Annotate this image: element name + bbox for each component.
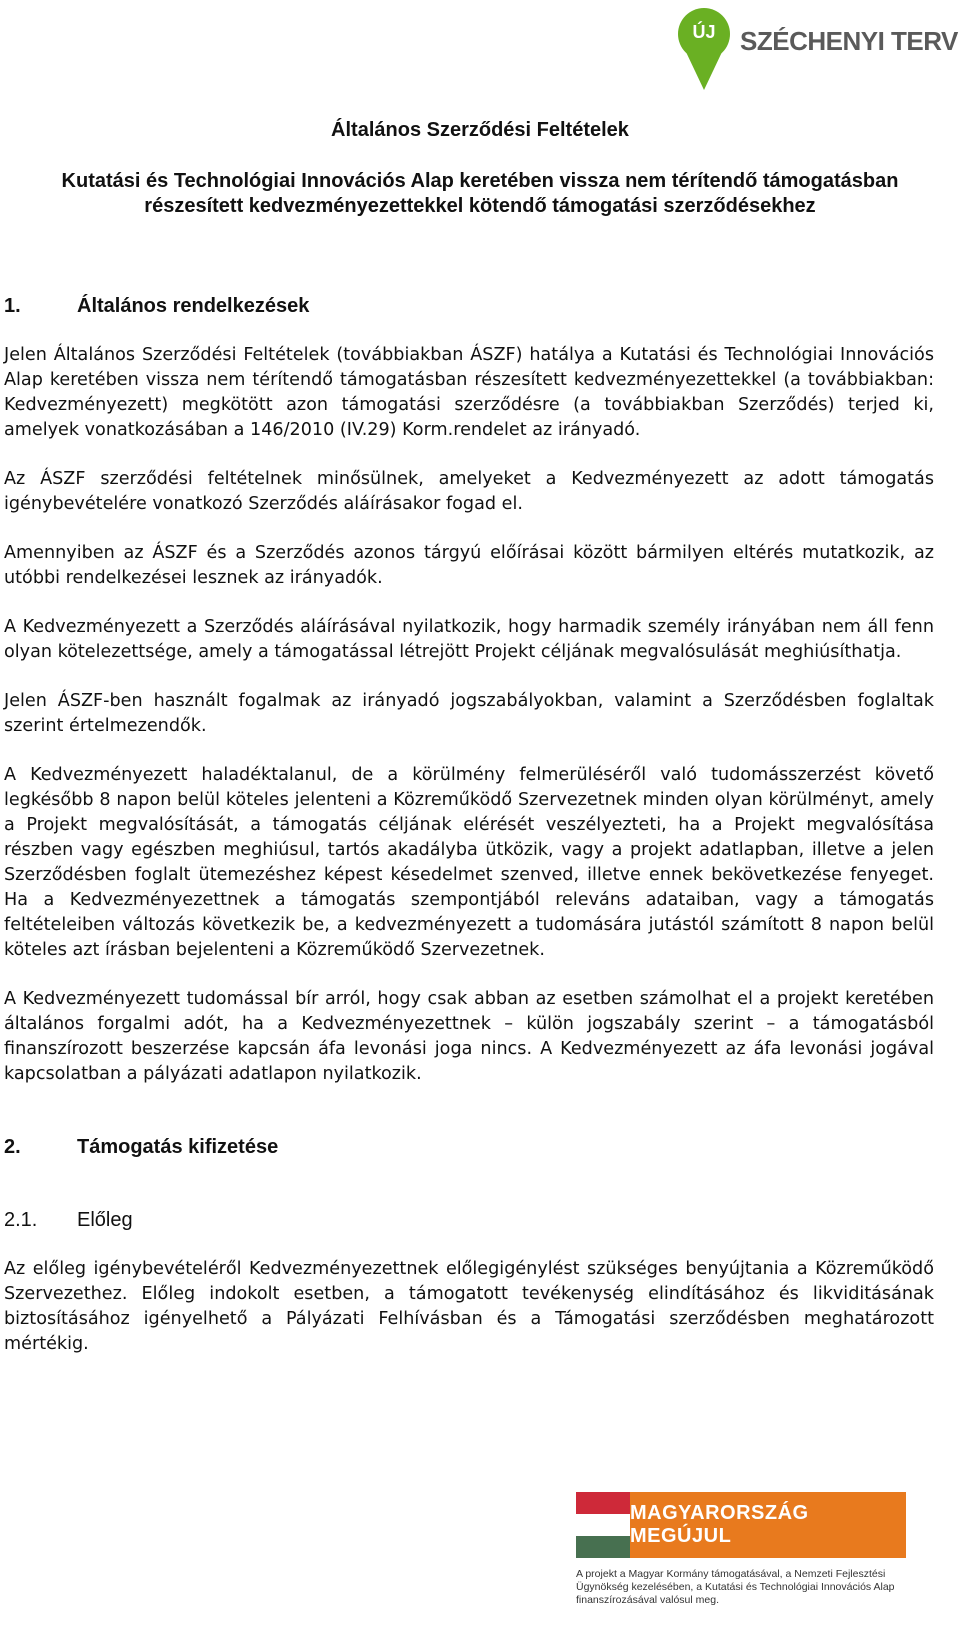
- title-line-1: Általános Szerződési Feltételek: [331, 119, 629, 141]
- section-title: Általános rendelkezések: [77, 295, 310, 317]
- section-title: Előleg: [77, 1209, 133, 1231]
- section-number: 1.: [4, 295, 21, 317]
- uj-szechenyi-terv-logo: [676, 6, 956, 92]
- section-1-heading: [4, 294, 934, 319]
- title-line-2: Kutatási és Technológiai Innovációs Alap keretében vissza nem térítendő támogatásban részesített kedvezményezettekkel kötendő támogatási szerződésekhez: [61, 170, 899, 217]
- paragraph: Amennyiben az ÁSZF és a Szerződés azonos tárgyú előírásai között bármilyen eltérés mutatkozik, az utóbbi rendelkezései lesznek az irányadók.: [4, 543, 934, 588]
- section-number: 2.: [4, 1136, 21, 1158]
- paragraph: A Kedvezményezett haladéktalanul, de a körülmény felmerüléséről való tudomásszerzést követő legkésőbb 8 napon belül köteles jelenteni a Közreműködő Szervezetnek minden olyan körülményt, amely a Projekt megvalósítását, a támogatás céljának elérését veszélyezteti, ha a Projekt megvalósítása részben vagy egészben meghiúsul, tartós akadályba ütközik, vagy a projekt adatlapban, illetve a jelen Szerződésben foglalt ütemezéshez képest késedelmet szenved, illetve ennek bekövetkezése fenyeget. Ha a Kedvezményezettnek a támogatás szempontjából releváns adataiban, vagy a támogatás feltételeiben változás következik be, a kedvezményezett a tudomására jutástól számított 8 napon belül köteles azt írásban bejelenteni a Közreműködő Szervezetnek.: [4, 765, 934, 960]
- logo-prefix: ÚJ: [692, 22, 716, 42]
- section-2-1-heading: [4, 1208, 934, 1233]
- magyarorszag-megujul-logo: [570, 1484, 920, 1610]
- section-2-heading: [4, 1135, 934, 1160]
- section-number: 2.1.: [4, 1209, 38, 1231]
- section-title: Támogatás kifizetése: [77, 1136, 279, 1158]
- paragraph: Jelen Általános Szerződési Feltételek (továbbiakban ÁSZF) hatálya a Kutatási és Technológiai Innovációs Alap keretében vissza nem térítendő támogatásban részesített kedvezményezettekkel (a továbbiakban: Kedvezményezett) megkötött azon támogatási szerződésre (a továbbiakban Szerződés) terjed ki, amelyek vonatkozásában a 146/2010 (IV.29) Korm.rendelet az irányadó.: [4, 345, 934, 440]
- paragraph: Az előleg igénybevételéről Kedvezményezettnek előlegigénylést szükséges benyújtania a Közreműködő Szervezethez. Előleg indokolt esetben, a támogatott tevékenység elindításához és likviditásának biztosításához igényelhető a Pályázati Felhívásban és a Támogatási szerződésben meghatározott mértékig.: [4, 1259, 934, 1354]
- banner-text: MAGYARORSZÁG MEGÚJUL: [630, 1492, 906, 1558]
- paragraph: Az ÁSZF szerződési feltételnek minősülnek, amelyeket a Kedvezményezett az adott támogatás igénybevételére vonatkozó Szerződés aláírásakor fogad el.: [4, 469, 934, 514]
- hungarian-flag-icon: [576, 1492, 630, 1558]
- paragraph: A Kedvezményezett a Szerződés aláírásával nyilatkozik, hogy harmadik személy irányában nem áll fenn olyan kötelezettsége, amely a támogatással létrejött Projekt céljának megvalósulását meghiúsíthatja.: [4, 617, 934, 662]
- paragraph: A Kedvezményezett tudomással bír arról, hogy csak abban az esetben számolhat el a projekt keretében általános forgalmi adót, ha a Kedvezményezettnek – külön jogszabály szerint – a támogatásból finanszírozott beszerzése kapcsán áfa levonási joga nincs. A Kedvezményezett az áfa levonási jogával kapcsolatban a pályázati adatlapon nyilatkozik.: [4, 989, 934, 1084]
- logo-caption: A projekt a Magyar Kormány támogatásával, a Nemzeti Fejlesztési Ügynökség kezelésében, a Kutatási és Technológiai Innovációs Alap finanszírozásával valósul meg.: [576, 1568, 895, 1606]
- document-title: [0, 118, 960, 219]
- logo-name: SZÉCHENYI TERV: [740, 26, 958, 56]
- document-body: [4, 294, 934, 1381]
- map-pin-icon: [676, 6, 734, 92]
- paragraph: Jelen ÁSZF-ben használt fogalmak az irányadó jogszabályokban, valamint a Szerződésben foglaltak szerint értelmezendők.: [4, 691, 934, 736]
